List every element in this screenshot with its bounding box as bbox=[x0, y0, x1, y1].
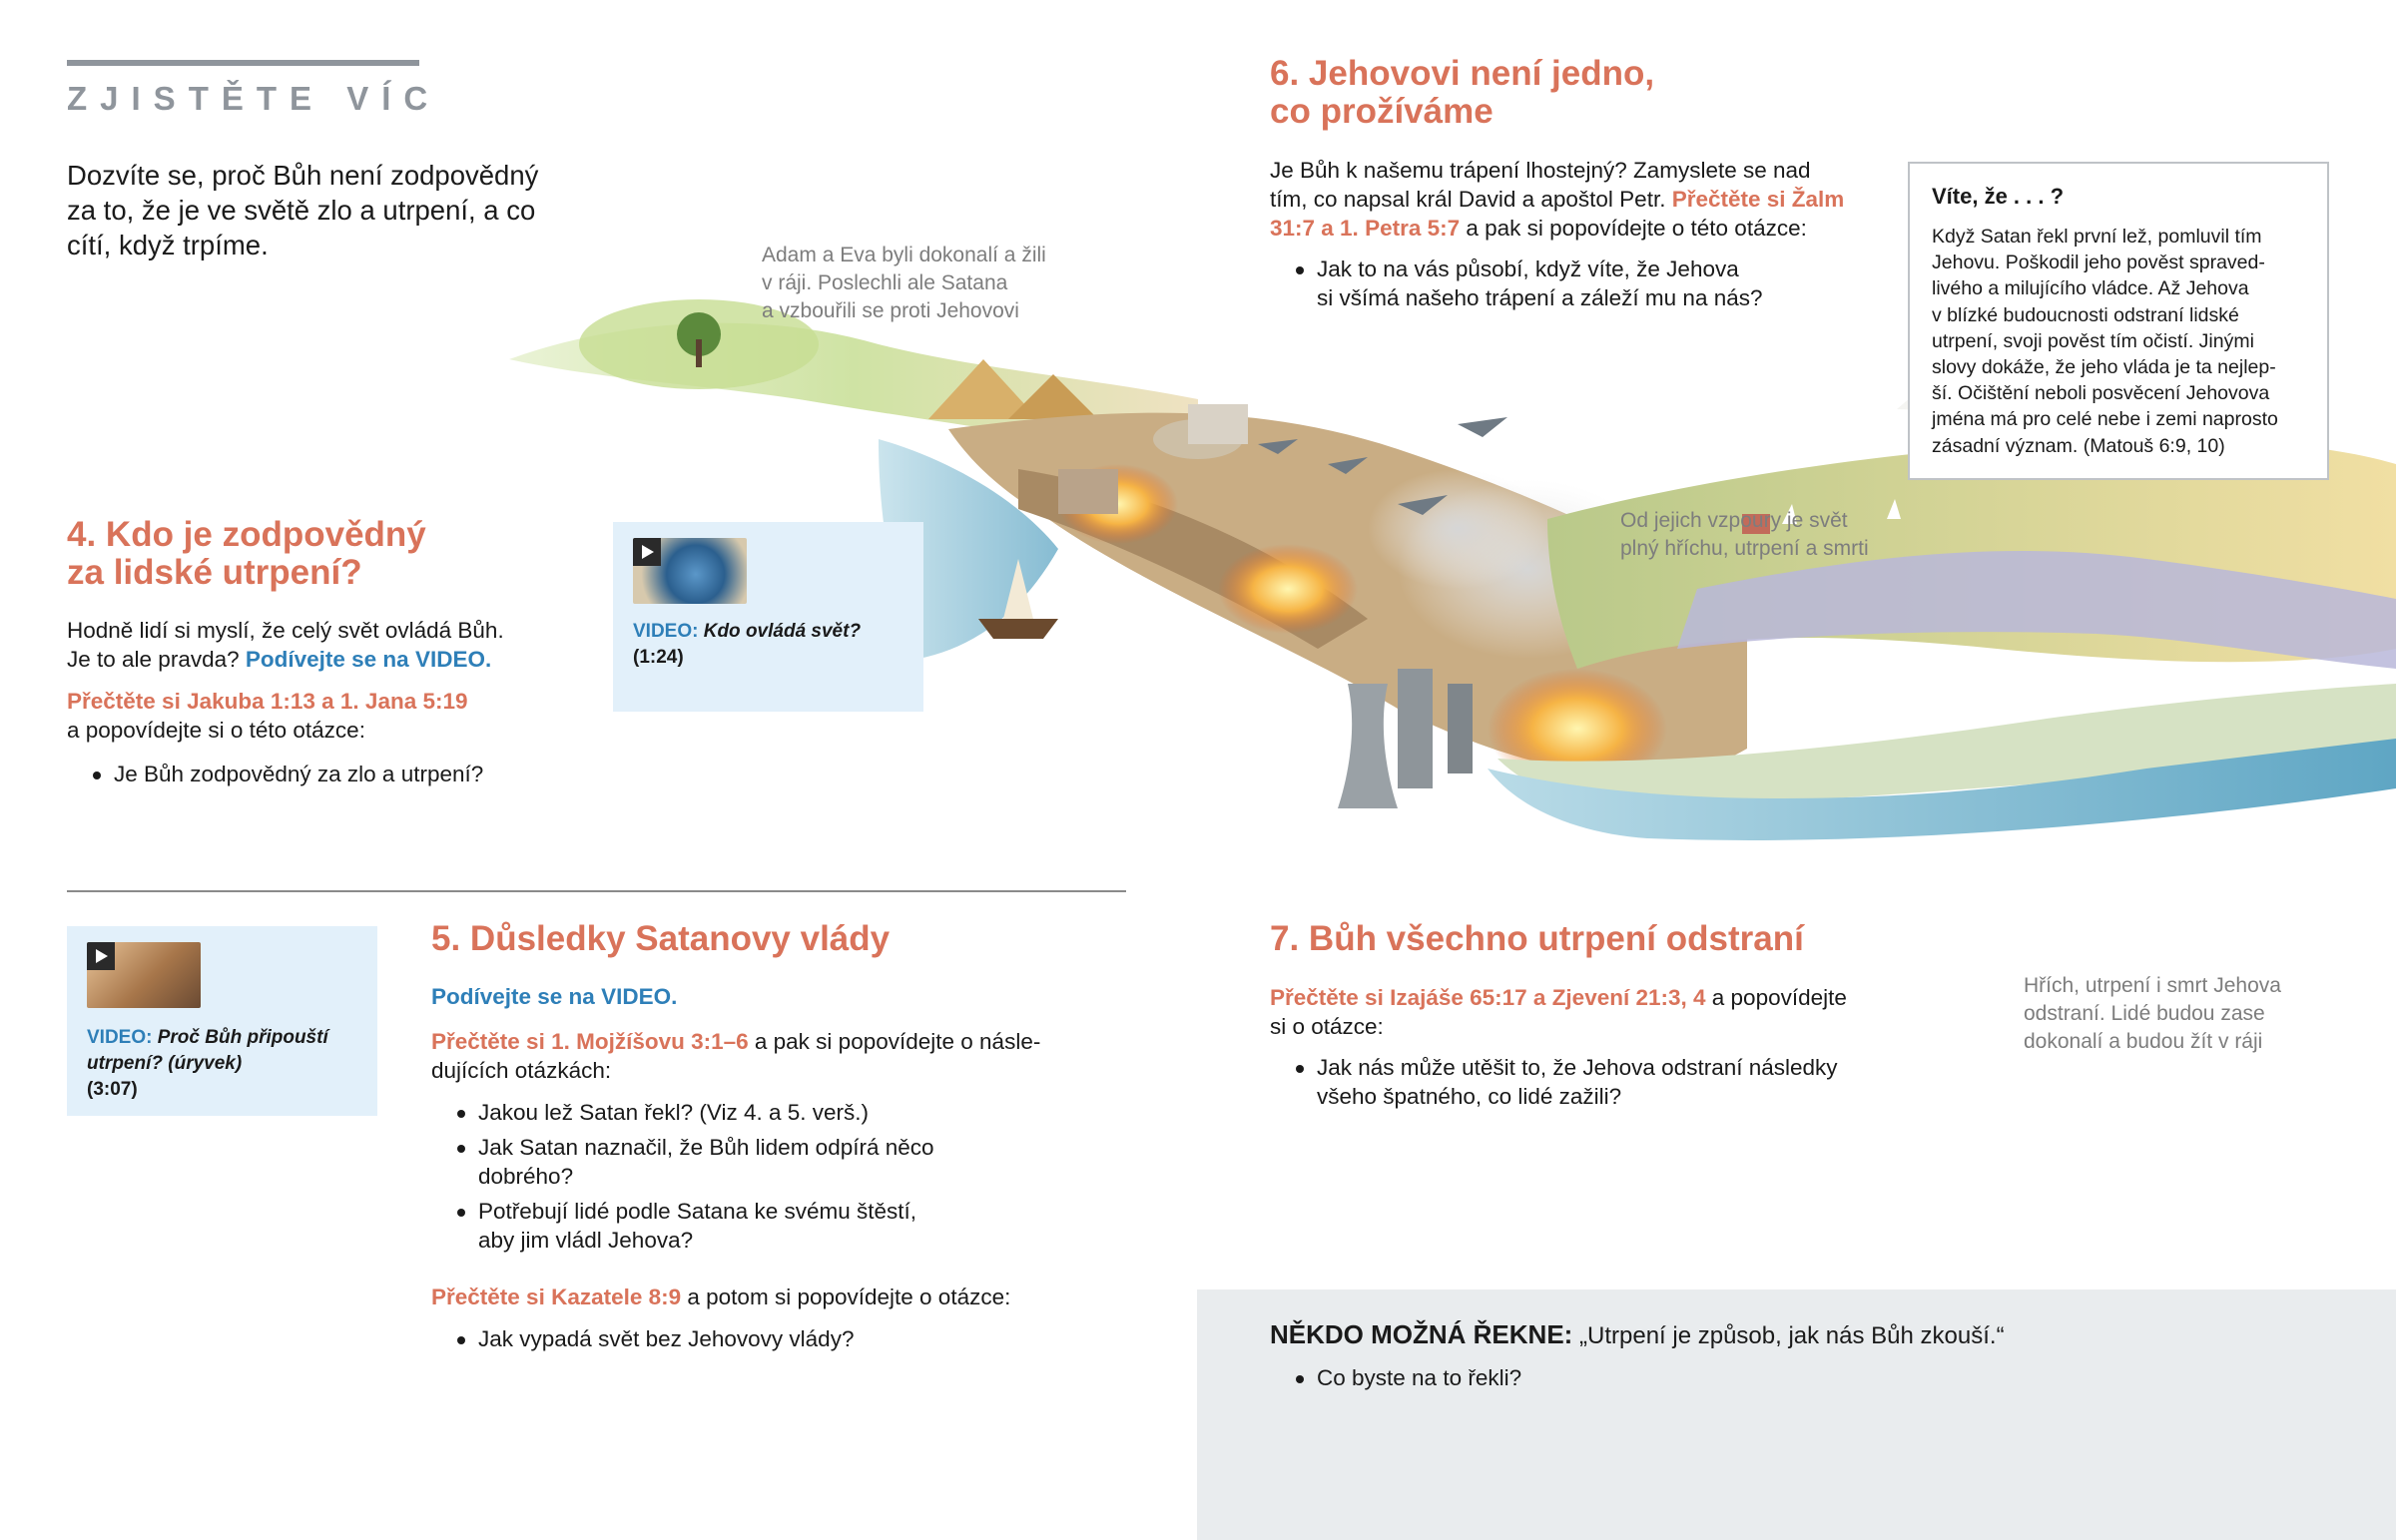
section-5-scripture-ref-2[interactable]: Přečtěte si Kazatele 8:9 bbox=[431, 1284, 682, 1309]
section-4-video-link[interactable]: Podívejte se na VIDEO. bbox=[245, 647, 492, 672]
someone-may-say-panel bbox=[1197, 1289, 2396, 1540]
section-4-body: Hodně lidí si myslí, že celý svět ovládá Bůh. Je to ale pravda? Podívejte se na VIDEO. Přečtěte si Jakuba 1:13 a 1. Jana 5:19 a popovídejte si o této otázce: bbox=[67, 616, 606, 745]
video-card-why-suffering[interactable] bbox=[67, 926, 377, 1116]
someone-may-say-label: NĚKDO MOŽNÁ ŘEKNE: bbox=[1270, 1319, 1573, 1349]
someone-may-say-quote: „Utrpení je způsob, jak nás Bůh zkouší.“ bbox=[1572, 1322, 2005, 1349]
question-item: Jak nás může utěšit to, že Jehova odstraní následky všeho špatného, co lidé zažili? bbox=[1270, 1053, 1889, 1111]
caption-rebellion: Od jejich vzpoury je svět plný hříchu, utrpení a smrti bbox=[1620, 509, 1869, 560]
question-item: Jak vypadá svět bez Jehovovy vlády? bbox=[431, 1324, 1110, 1353]
question-item: Potřebují lidé podle Satana ke svému štěstí, aby jim vládl Jehova? bbox=[431, 1197, 1110, 1255]
someone-may-say-questions bbox=[1270, 1363, 1869, 1398]
divider bbox=[67, 890, 1126, 892]
section-5-scripture-ref[interactable]: Přečtěte si 1. Mojžíšovu 3:1–6 bbox=[431, 1029, 749, 1054]
section-5-title: 5. Důsledky Satanovy vlády bbox=[431, 919, 891, 958]
section-rule bbox=[67, 60, 419, 66]
section-5-read-2: Přečtěte si Kazatele 8:9 a potom si popovídejte o otázce: bbox=[431, 1284, 1011, 1309]
question-item: Jak to na vás působí, když víte, že Jehova si všímá našeho trápení a záleží mu na nás? bbox=[1270, 255, 1869, 312]
question-item: Je Bůh zodpovědný za zlo a utrpení? bbox=[67, 760, 626, 788]
did-you-know-text: Když Satan řekl první lež, pomluvil tím Jehovu. Poškodil jeho pověst spraved- livého a milujícího vládce. Až Jehova v blízké budoucnosti odstraní lidské utrpení, svoji pověst tím očistí. Jinými slovy dokáže, že jeho vláda je ta nejlep- ší. Očištění neboli posvěcení Jehovova jména má pro celé nebe i zemi naprosto zásadní význam. (Matouš 6:9, 10) bbox=[1932, 226, 2278, 457]
section-7-body: Přečtěte si Izajáše 65:17 a Zjevení 21:3, 4 a popovídejte si o otázce: bbox=[1270, 985, 1847, 1039]
section-6-body: Je Bůh k našemu trápení lhostejný? Zamyslete se nad tím, co napsal král David a apoštol Petr. Přečtěte si Žalm 31:7 a 1. Petra 5:7 a pak si popovídejte o této otázce: bbox=[1270, 158, 1845, 241]
video-caption: VIDEO: Proč Bůh připouští utrpení? (úryvek) (3:07) bbox=[87, 1027, 328, 1100]
someone-may-say-text bbox=[1270, 1319, 2005, 1351]
did-you-know-box bbox=[1908, 162, 2329, 480]
caption-adam-eve: Adam a Eva byli dokonalí a žili v ráji. Poslechli ale Satana a vzbouřili se proti Jehovovi bbox=[762, 244, 1046, 322]
section-6-scripture-ref[interactable]: Přečtěte si Žalm bbox=[1671, 187, 1845, 212]
video-thumbnail[interactable] bbox=[87, 942, 201, 1008]
question-item: Jak Satan naznačil, že Bůh lidem odpírá něco dobrého? bbox=[431, 1133, 1110, 1191]
section-4-questions bbox=[67, 760, 626, 794]
video-caption: VIDEO: Kdo ovládá svět? (1:24) bbox=[633, 621, 862, 668]
section-5-video-link[interactable]: Podívejte se na VIDEO. bbox=[431, 984, 678, 1009]
section-5-questions-1 bbox=[431, 1098, 1110, 1261]
section-6-questions bbox=[1270, 255, 1869, 318]
caption-paradise: Hřích, utrpení i smrt Jehova odstraní. Lidé budou zase dokonalí a budou žít v ráji bbox=[2024, 974, 2281, 1053]
video-card-who-rules[interactable] bbox=[613, 522, 923, 712]
intro-text: Dozvíte se, proč Bůh není zodpovědný za to, že je ve světě zlo a utrpení, a co cítí, když trpíme. bbox=[67, 160, 539, 260]
section-7-title: 7. Bůh všechno utrpení odstraní bbox=[1270, 919, 1804, 958]
section-5-questions-2 bbox=[431, 1324, 1110, 1359]
section-4-scripture-ref[interactable]: Přečtěte si Jakuba 1:13 a 1. Jana 5:19 bbox=[67, 689, 468, 714]
question-item: Jakou lež Satan řekl? (Viz 4. a 5. verš.) bbox=[431, 1098, 1110, 1127]
section-6-title: 6. Jehovovi není jedno, co prožíváme bbox=[1270, 54, 1655, 131]
section-label: ZJISTĚTE VÍC bbox=[67, 80, 441, 117]
video-thumbnail[interactable] bbox=[633, 538, 747, 604]
question-item: Co byste na to řekli? bbox=[1270, 1363, 1869, 1392]
play-icon[interactable] bbox=[633, 538, 661, 566]
play-icon[interactable] bbox=[87, 942, 115, 970]
section-6-scripture-ref-2[interactable]: 31:7 a 1. Petra 5:7 bbox=[1270, 216, 1461, 241]
section-7-questions bbox=[1270, 1053, 1889, 1117]
section-7-scripture-ref[interactable]: Přečtěte si Izajáše 65:17 a Zjevení 21:3, 4 bbox=[1270, 985, 1706, 1010]
section-5-body: Podívejte se na VIDEO. Přečtěte si 1. Mojžíšovu 3:1–6 a pak si popovídejte o násle- dujících otázkách: bbox=[431, 982, 1110, 1085]
section-4-title: 4. Kdo je zodpovědný za lidské utrpení? bbox=[67, 515, 426, 592]
did-you-know-title: Víte, že . . . ? bbox=[1932, 184, 2065, 209]
